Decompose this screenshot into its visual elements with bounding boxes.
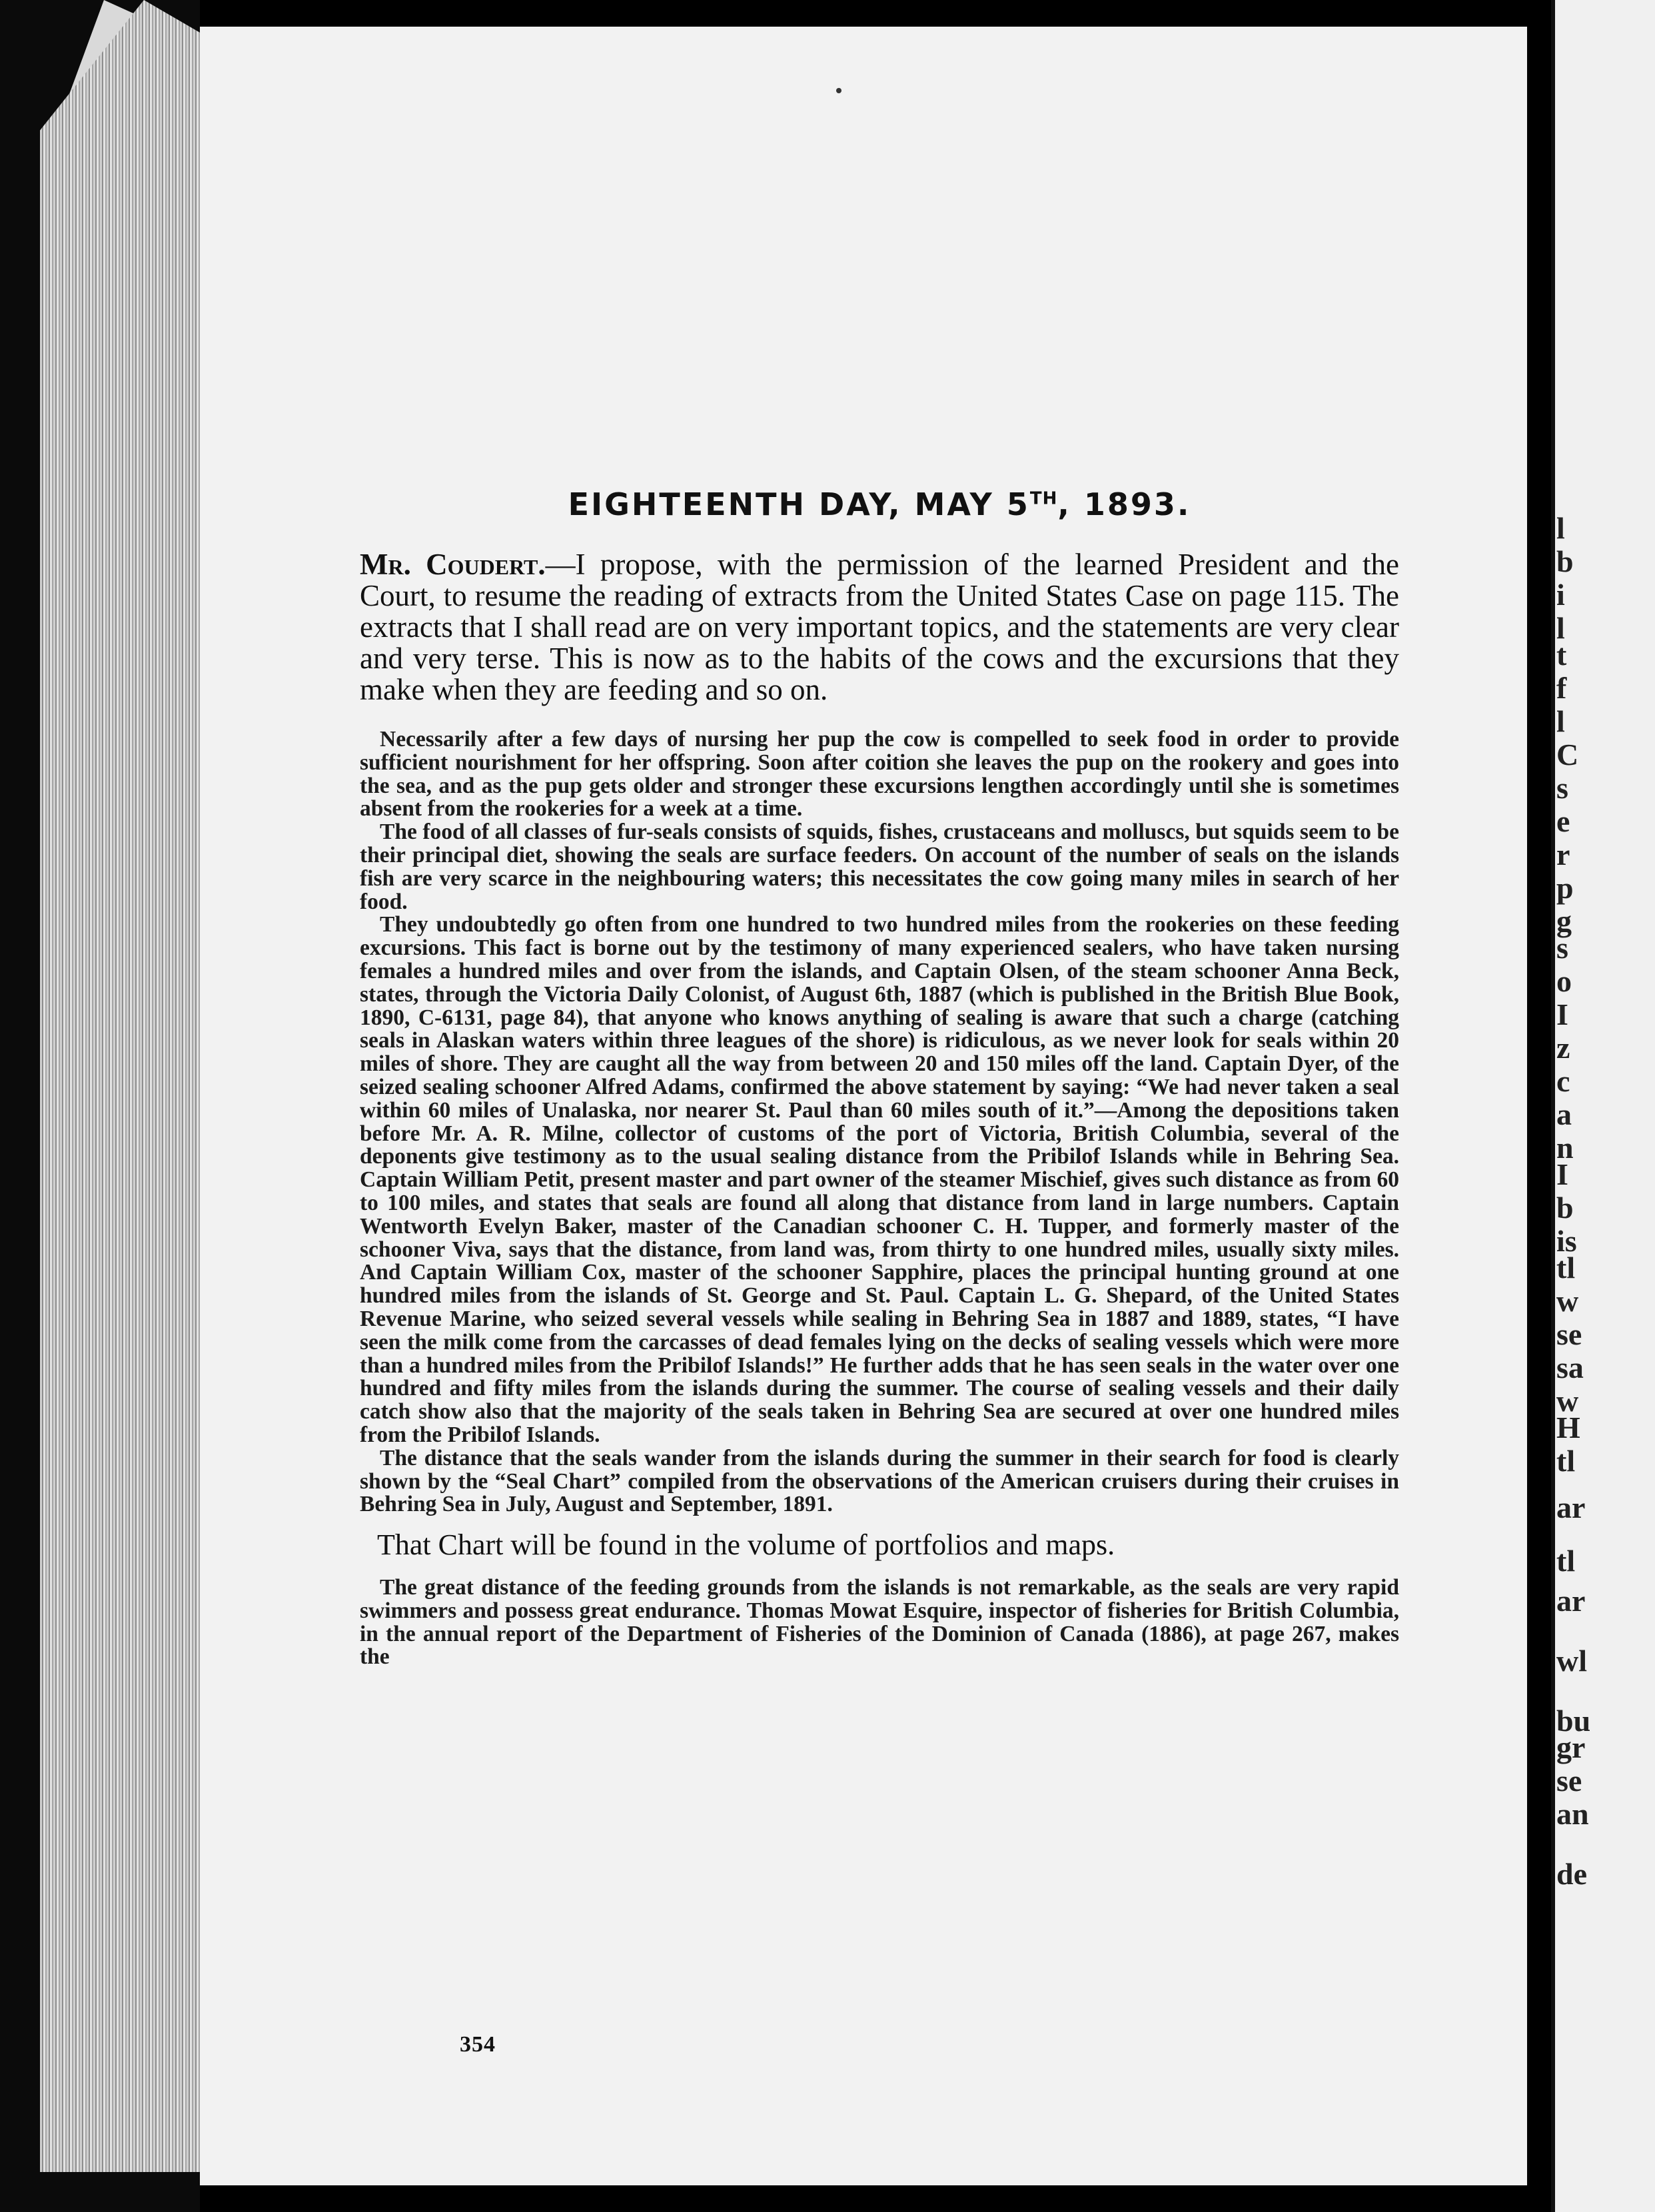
facing-page-fragment: H (1556, 1410, 1580, 1444)
page-number: 354 (460, 2032, 496, 2057)
facing-page-fragment: n (1556, 1131, 1574, 1165)
facing-page-fragment: tl (1556, 1544, 1576, 1578)
facing-page-fragment: l (1556, 704, 1565, 738)
facing-page-fragment: o (1556, 964, 1572, 998)
facing-page-fragment: z (1556, 1031, 1570, 1065)
facing-page-fragment: e (1556, 804, 1570, 838)
page-leaves (40, 0, 200, 2172)
facing-page-fragment: sa (1556, 1351, 1584, 1384)
facing-page-fragment: an (1556, 1797, 1589, 1831)
facing-page-fragment: r (1556, 837, 1570, 871)
facing-page-fragment: s (1556, 931, 1568, 965)
book-edge (0, 0, 200, 2212)
facing-page-fragment: w (1556, 1284, 1579, 1318)
extract-paragraph: The great distance of the feeding grounds from the islands is not remarkable, as the seals are very rapid swimmers and possess great endurance. Thomas Mowat Esquire, inspector of fisheries for British Columbia, in the annual report of the Department of Fisheries of the Dominion of Canada (1886), at page 267, makes the (360, 1575, 1399, 1670)
facing-page-fragment: b (1556, 1191, 1574, 1225)
gutter-shadow (1551, 0, 1555, 2212)
facing-page-fragment: l (1556, 511, 1565, 545)
facing-page-fragment: I (1556, 997, 1568, 1031)
facing-page-fragment: g (1556, 904, 1572, 938)
facing-page-fragment: wl (1556, 1644, 1587, 1678)
facing-page-fragment: se (1556, 1317, 1582, 1351)
facing-page-fragment: de (1556, 1857, 1587, 1891)
page-content (360, 486, 1399, 1669)
facing-page (1551, 0, 1655, 2212)
facing-page-fragment: ar (1556, 1584, 1586, 1618)
facing-page-fragment: ar (1556, 1490, 1586, 1524)
facing-page-fragment: tl (1556, 1444, 1576, 1478)
facing-page-fragment: c (1556, 1064, 1570, 1098)
scanned-page (200, 27, 1527, 2185)
facing-page-fragment: f (1556, 671, 1567, 705)
page-heading: EIGHTEENTH DAY, MAY 5TH, 1893. (568, 486, 1191, 522)
facing-page-fragment: l (1556, 611, 1565, 645)
facing-page-fragment: i (1556, 578, 1565, 612)
speech-note: That Chart will be found in the volume of portfolios and maps. (377, 1528, 1115, 1562)
facing-page-fragment: s (1556, 771, 1568, 805)
facing-page-fragment: is (1556, 1224, 1577, 1258)
facing-page-fragment: tl (1556, 1251, 1576, 1285)
facing-page-fragment: bu (1556, 1704, 1591, 1738)
facing-page-fragment: p (1556, 871, 1574, 905)
extract-paragraph: The distance that the seals wander from the islands during the summer in their search for food is clearly shown by the “Seal Chart” compiled from the observations of the American cruisers during their cruises in Behring Sea in July, August and September, 1891. (360, 1445, 1399, 1517)
extract-paragraph: They undoubtedly go often from one hundred to two hundred miles from the rookeries on these feeding excursions. This fact is borne out by the testimony of many experienced sealers, who have taken nursing females a hundred miles and over from the islands, and Captain Olsen, of the steam schooner Anna Beck, states, through the Victoria Daily Colonist, of August 6th, 1887 (which is published in the British Blue Book, 1890, C-6131, page 84), that anyone who knows anything of sealing is aware that such a charge (catching seals in Alaskan waters within three leagues of the shore) is ridiculous, as we never look for seals within 20 miles of shore. They are caught all the way from between 20 and 150 miles off the land. Captain Dyer, of the seized sealing schooner Alfred Adams, confirmed the above statement by saying: “We had never taken a seal within 60 miles of Unalaska, nor nearer St. Paul than 60 miles south of it.”—Among the depositions taken before Mr. A. R. Milne, collector of customs of the port of Victoria, British Columbia, several of the deponents give testimony as to the usual sealing distance from the Pribilof Islands while in Behring Sea. Captain William Petit, present master and part owner of the steamer Mischief, gives such distance as from 60 to 100 miles, and states that seals are found all along that distance from land in large numbers. Captain Wentworth Evelyn Baker, master of the Canadian schooner C. H. Tupper, and formerly master of the schooner Viva, says that the distance, from land was, from thirty to one hundred miles, usually sixty miles. And Captain William Cox, master of the schooner Sapphire, places the principal hunting ground at one hundred miles from the islands of St. George and St. Paul. Captain L. G. Shepard, of the United States Revenue Marine, who seized several vessels while sealing in Behring Sea in 1887 and 1889, states, “I have seen the milk come from the carcasses of dead females lying on the decks of sealing vessels which were more than a hundred miles from the Pribilof Islands!” He further adds that he has seen seals in the water over one hundred and fifty miles from the islands during the summer. The course of sealing vessels and their daily catch show also that the majority of the seals taken in Behring Sea are secured at over one hundred miles from the Pribilof Islands. (360, 912, 1399, 1447)
facing-page-fragment: b (1556, 544, 1574, 578)
facing-page-fragment: C (1556, 738, 1579, 772)
facing-page-fragment: t (1556, 638, 1567, 672)
facing-page-fragment: se (1556, 1764, 1582, 1798)
facing-page-fragment: I (1556, 1157, 1568, 1191)
facing-page-fragment: a (1556, 1097, 1572, 1131)
speech-paragraph: Mr. Coudert.—I propose, with the permission of the learned President and the Court, to resume the reading of extracts from the United States Case on page 115. The extracts that I shall read are on very important topics, and the statements are very clear and very terse. This is now as to the habits of the cows and the excursions that they make when they are feeding and so on. (360, 548, 1399, 706)
extract-paragraph: The food of all classes of fur-seals consists of squids, fishes, crustaceans and molluscs, but squids seem to be their principal diet, showing the seals are surface feeders. On account of the number of seals on the islands fish are very scarce in the neighbouring waters; this necessitates the cow going many miles in search of her food. (360, 820, 1399, 914)
facing-page-fragment: w (1556, 1384, 1579, 1418)
facing-page-fragment: gr (1556, 1730, 1586, 1764)
speaker-name: Mr. Coudert. (360, 548, 546, 581)
speck-mark (836, 88, 841, 93)
extract-paragraph: Necessarily after a few days of nursing her pup the cow is compelled to seek food in order to provide sufficient nourishment for her offspring. Soon after coition she leaves the pup on the rookery and goes into the sea, and as the pup gets older and stronger these excursions lengthen accordingly until she is sometimes absent from the rookeries for a week at a time. (360, 727, 1399, 822)
